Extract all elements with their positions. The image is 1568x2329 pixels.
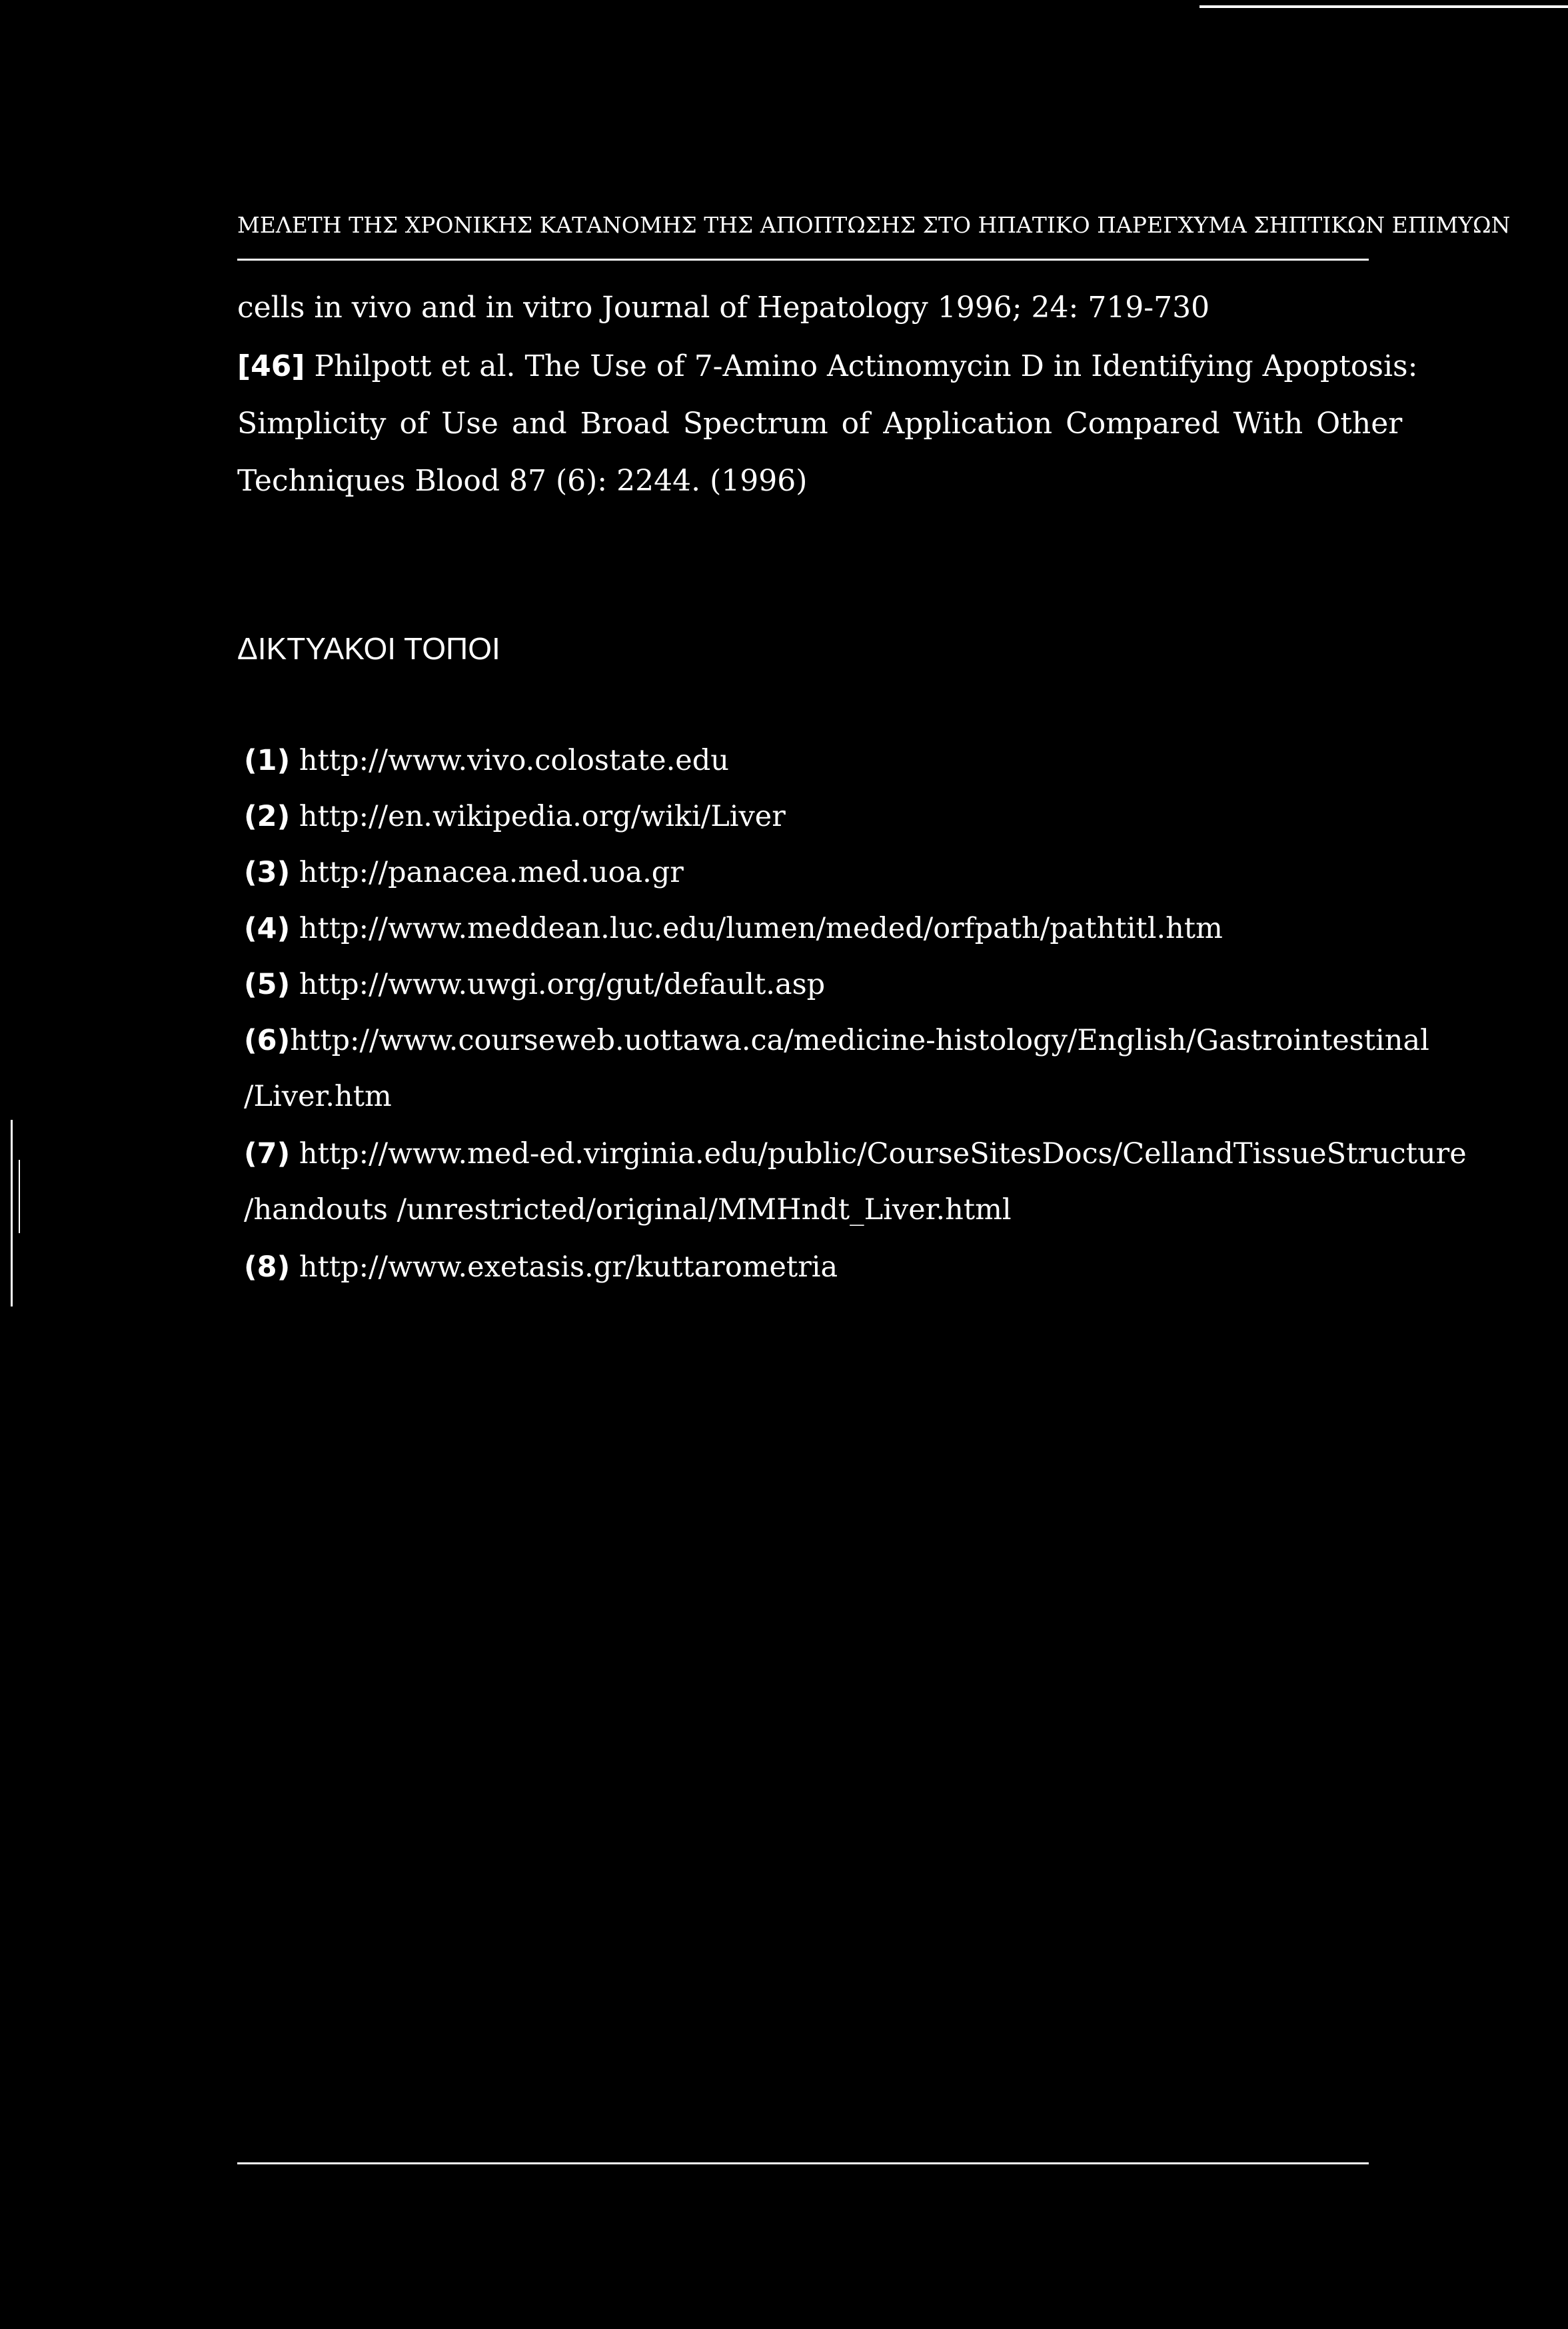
website-url-link[interactable]: http://www.uwgi.org/gut/default.asp (299, 968, 826, 1001)
website-number: (7) (244, 1137, 291, 1170)
section-title: ΔΙΚΤΥΑΚΟΙ ΤΟΠΟΙ (237, 631, 500, 666)
website-item (244, 800, 786, 833)
website-url-continuation[interactable]: /Liver.htm (244, 1080, 392, 1113)
website-url-link[interactable]: http://www.med-ed.virginia.edu/public/CourseSitesDocs/CellandTissueStructure (299, 1137, 1467, 1170)
website-item (244, 744, 729, 777)
website-number: (3) (244, 856, 291, 889)
website-number: (5) (244, 968, 291, 1001)
website-number: (6) (244, 1024, 291, 1057)
website-item (244, 1250, 838, 1284)
website-url-link[interactable]: http://panacea.med.uoa.gr (299, 856, 684, 889)
reference-number: [46] (237, 349, 305, 383)
website-item (244, 856, 684, 889)
scan-margin-mark (19, 1160, 20, 1233)
website-url-link[interactable]: http://www.exetasis.gr/kuttarometria (299, 1250, 838, 1284)
website-url-link[interactable]: http://en.wikipedia.org/wiki/Liver (299, 800, 786, 833)
website-url-link[interactable]: http://www.meddean.luc.edu/lumen/meded/orfpath/pathtitl.htm (299, 912, 1223, 945)
scan-edge-mark (1199, 5, 1568, 8)
website-number: (8) (244, 1250, 291, 1284)
website-number: (2) (244, 800, 291, 833)
website-item (244, 1137, 1467, 1170)
scan-margin-mark (11, 1120, 13, 1306)
reference-46-line1 (237, 349, 1417, 383)
website-item (244, 912, 1223, 945)
reference-46-line2: Simplicity of Use and Broad Spectrum of Application Compared With Other (237, 407, 1403, 441)
website-url-link[interactable]: http://www.courseweb.uottawa.ca/medicine-histology/English/Gastrointestinal (290, 1024, 1429, 1057)
footer-rule (237, 2162, 1369, 2164)
reference-46-line3: Techniques Blood 87 (6): 2244. (1996) (237, 464, 808, 498)
reference-text: Philpott et al. The Use of 7-Amino Actinomycin D in Identifying Apoptosis: (314, 349, 1418, 383)
website-url-link[interactable]: http://www.vivo.colostate.edu (299, 744, 729, 777)
website-item (244, 1024, 1429, 1057)
website-number: (1) (244, 744, 291, 777)
running-header: ΜΕΛΕΤΗ ΤΗΣ ΧΡΟΝΙΚΗΣ ΚΑΤΑΝΟΜΗΣ ΤΗΣ ΑΠΟΠΤΩΣΗΣ ΣΤΟ ΗΠΑΤΙΚΟ ΠΑΡΕΓΧΥΜΑ ΣΗΠΤΙΚΩΝ ΕΠΙΜΥΩΝ (237, 212, 1511, 238)
website-url-continuation[interactable]: /handouts /unrestricted/original/MMHndt_Liver.html (244, 1193, 1012, 1226)
reference-continued-line: cells in vivo and in vitro Journal of Hepatology 1996; 24: 719-730 (237, 291, 1210, 325)
website-number: (4) (244, 912, 291, 945)
website-item (244, 968, 825, 1001)
header-rule (237, 259, 1369, 261)
